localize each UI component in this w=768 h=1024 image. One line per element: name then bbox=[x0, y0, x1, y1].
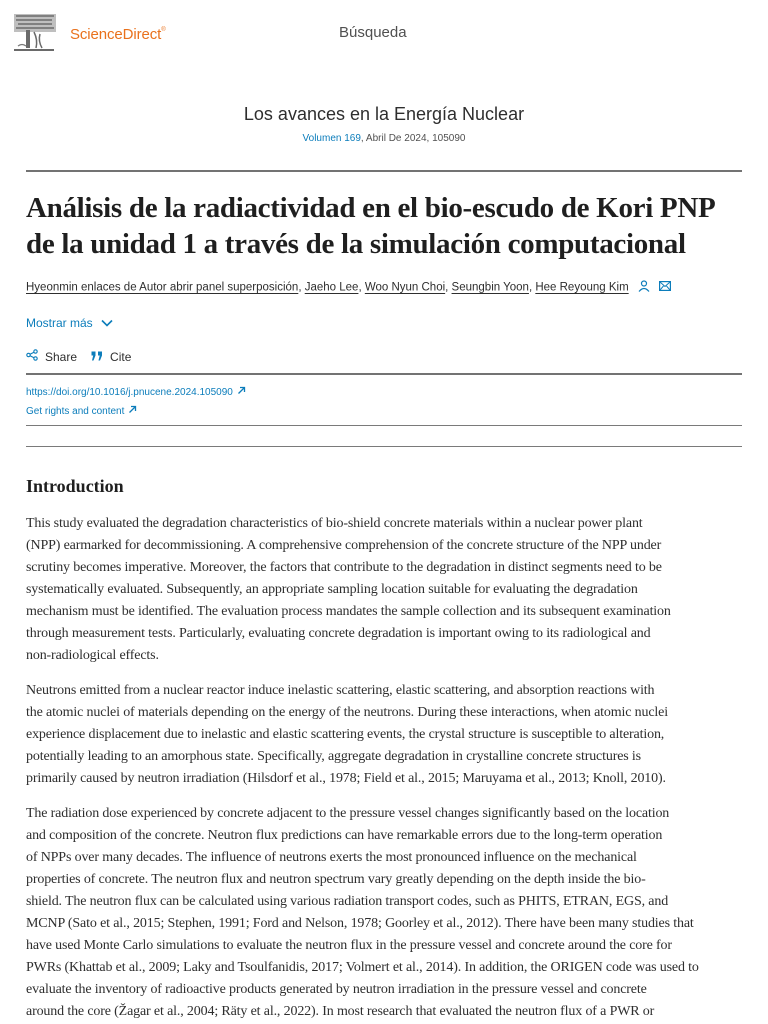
journal-header bbox=[0, 104, 768, 144]
show-more-label: Mostrar más bbox=[26, 316, 93, 330]
rights-link[interactable] bbox=[26, 402, 246, 421]
author-link[interactable]: Hyeonmin enlaces de Autor abrir panel superposición bbox=[26, 281, 299, 294]
separator: , bbox=[358, 281, 365, 294]
sciencedirect-brand[interactable] bbox=[70, 26, 166, 43]
text-line: through measurement tests. Particularly, evaluating concrete degradation is important owing to its radiological and bbox=[26, 626, 651, 641]
chevron-down-icon bbox=[101, 316, 113, 330]
separator: , bbox=[298, 281, 305, 294]
text-line: have used Monte Carlo simulations to evaluate the neutron flux in the pressure vessel and concrete around the core for bbox=[26, 938, 672, 953]
text-line: MCNP (Sato et al., 2015; Stephen, 1991; Ford and Nelson, 1978; Goorley et al., 2012). There have been many studies that bbox=[26, 916, 694, 931]
paragraph bbox=[26, 680, 746, 790]
article-title: Análisis de la radiactividad en el bio-escudo de Kori PNP de la unidad 1 a través de la simulación computacional bbox=[26, 192, 714, 260]
text-line: of NPPs over many decades. The influence of neutrons exerts the most pronounced influence on the mechanical bbox=[26, 850, 637, 865]
author-link[interactable]: Jaeho Lee bbox=[304, 281, 359, 294]
top-bar bbox=[0, 0, 768, 64]
section-heading: Introduction bbox=[26, 476, 124, 496]
author-link[interactable]: Hee Reyoung Kim bbox=[535, 281, 629, 294]
text-line: The radiation dose experienced by concrete adjacent to the pressure vessel changes significantly based on the location bbox=[26, 806, 670, 821]
text-line: and composition of the concrete. Neutron flux predictions can have remarkable errors due to the long-term operation bbox=[26, 828, 663, 843]
text-line: shield. The neutron flux can be calculated using various radiation transport codes, such as PHITS, ETRAN, EGS, and bbox=[26, 894, 669, 909]
doi-link[interactable] bbox=[26, 383, 246, 402]
rights-text: Get rights and content bbox=[26, 406, 125, 417]
separator: , bbox=[445, 281, 452, 294]
text-line: evaluate the inventory of radioactive products generated by neutron irradiation in the pressure vessel and concrete bbox=[26, 982, 647, 997]
elsevier-logo-icon[interactable] bbox=[12, 12, 58, 54]
divider bbox=[26, 373, 742, 375]
text-line: around the core (Žagar et al., 2004; Räty et al., 2022). In most research that evaluated the neutron flux of a PWR or bbox=[26, 1004, 655, 1019]
article-body bbox=[26, 513, 746, 1024]
text-line: non-radiological effects. bbox=[26, 648, 159, 663]
doi-text: https://doi.org/10.1016/j.pnucene.2024.105090 bbox=[26, 387, 233, 398]
divider bbox=[26, 446, 742, 447]
journal-meta bbox=[0, 133, 768, 144]
text-line: potentially leading to an amorphous state. Specifically, aggregate degradation in crystalline concrete structures is bbox=[26, 749, 641, 764]
text-line: PWRs (Khattab et al., 2009; Laky and Tsoulfanidis, 2017; Volmert et al., 2014). In addition, the ORIGEN code was used to bbox=[26, 960, 699, 975]
text-line: systematically evaluated. Subsequently, an appropriate sampling location suitable for evaluating the degradation bbox=[26, 582, 638, 597]
share-icon bbox=[26, 349, 38, 364]
text-line: mechanism must be identified. The evaluation process mandates the sample collection and its subsequent examination bbox=[26, 604, 671, 619]
volume-link[interactable]: Volumen 169 bbox=[302, 133, 361, 144]
divider bbox=[26, 170, 742, 172]
cite-button[interactable] bbox=[91, 349, 131, 364]
text-line: primarily caused by neutron irradiation (Hilsdorf et al., 1978; Field et al., 2015; Maruyama et al., 2013; Knoll, 2010). bbox=[26, 771, 666, 786]
text-line: This study evaluated the degradation characteristics of bio-shield concrete materials within a nuclear power plant bbox=[26, 516, 643, 531]
external-link-icon bbox=[237, 383, 246, 402]
divider bbox=[26, 425, 742, 426]
cite-label: Cite bbox=[110, 349, 132, 364]
quote-icon bbox=[91, 350, 103, 364]
text-line: scrutiny becomes imperative. Moreover, the factors that contribute to the degradation in distinct segments need to be bbox=[26, 560, 662, 575]
text-line: experience displacement due to inelastic and elastic scattering events, the crystal structure is susceptible to alteration, bbox=[26, 727, 665, 742]
external-link-icon bbox=[128, 402, 137, 421]
email-icon[interactable] bbox=[659, 281, 671, 294]
search-link[interactable]: Búsqueda bbox=[339, 24, 407, 41]
text-line: the atomic nuclei of materials depending on the energy of the neutrons. During these interactions, when atomic nuclei bbox=[26, 705, 668, 720]
brand-name: ScienceDirect bbox=[70, 26, 162, 43]
separator: , bbox=[528, 281, 536, 294]
share-label: Share bbox=[45, 349, 78, 364]
author-link[interactable]: Seungbin Yoon bbox=[451, 281, 529, 294]
doi-block bbox=[26, 383, 246, 421]
text-line: (NPP) earmarked for decommissioning. A comprehensive comprehension of the concrete structure of the NPP under bbox=[26, 538, 662, 553]
text-line: Neutrons emitted from a nuclear reactor induce inelastic scattering, elastic scattering, and absorption reactions with bbox=[26, 683, 655, 698]
share-button[interactable] bbox=[26, 349, 77, 364]
author-link[interactable]: Woo Nyun Choi bbox=[364, 281, 446, 294]
text-line: properties of concrete. The neutron flux and neutron spectrum vary greatly depending on the depth inside the bio- bbox=[26, 872, 646, 887]
paragraph bbox=[26, 803, 746, 1023]
paragraph bbox=[26, 513, 746, 667]
article-actions bbox=[26, 349, 131, 364]
journal-title[interactable]: Los avances en la Energía Nuclear bbox=[243, 104, 525, 124]
person-icon[interactable] bbox=[638, 280, 650, 295]
author-list bbox=[26, 280, 671, 295]
issue-details: , Abril De 2024, 105090 bbox=[360, 133, 466, 144]
brand-mark: ® bbox=[161, 27, 166, 33]
show-more-button[interactable] bbox=[26, 316, 113, 330]
